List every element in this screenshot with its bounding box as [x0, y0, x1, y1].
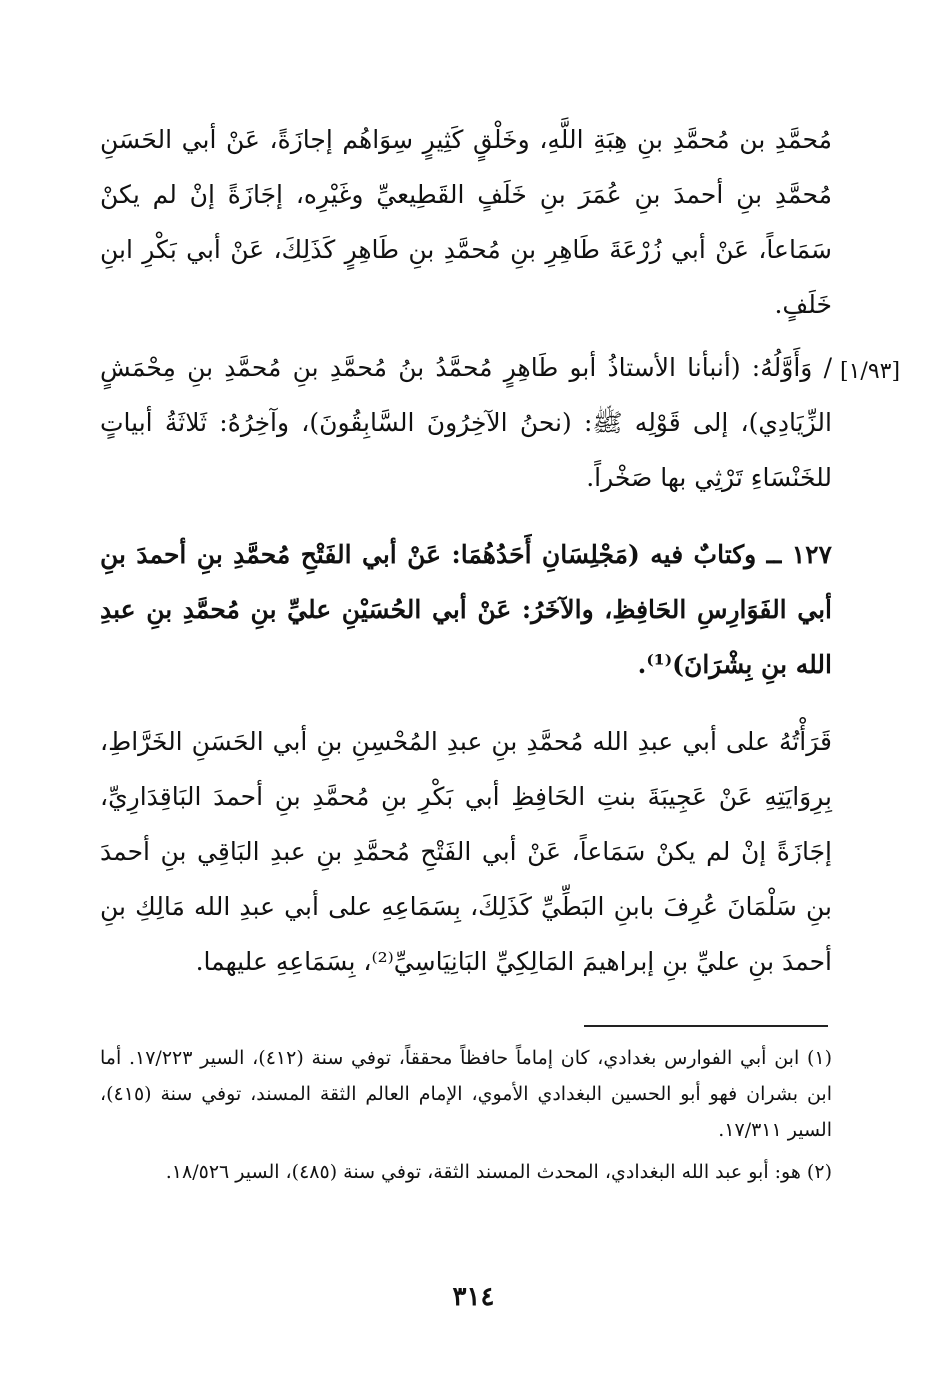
footnote-2: (٢) هو: أبو عبد الله البغدادي، المحدث المسند الثقة، توفي سنة (٤٨٥)، السير ١٨/٥٢٦. — [165, 1161, 832, 1183]
footnotes — [100, 1040, 832, 1196]
footnote-divider — [584, 1025, 828, 1027]
paragraph-2: / وَأَوَّلُهُ: (أنبأنا الأستاذُ أبو طَاهِرٍ مُحمَّدُ بنُ مُحمَّدِ بنِ مُحمَّدِ بنِ مِحْمَشٍ الزِّيَادِي)، إلى قَوْلِه ﷺ: (نحنُ الآخِرُونَ السَّابِقُونَ)، وآخِرُهُ: ثَلاثَةُ أبياتٍ للخَنْسَاءِ تَرْثِي بها صَخْراً. — [100, 353, 832, 492]
margin-marker: [١/٩٣] — [840, 359, 901, 384]
footnote-1: (١) ابن أبي الفوارس بغدادي، كان إماماً حافظاً محققاً، توفي سنة (٤١٢)، السير ١٧/٢٢٣. أما ابن بشران فهو أبو الحسين البغدادي الأموي، الإمام العالم الثقة المسند، توفي سنة (٤١٥)، السير ١٧/٣١١. — [100, 1047, 833, 1141]
main-text — [100, 112, 832, 989]
paragraph-4: قَرَأْتُهُ على أبي عبدِ الله مُحمَّدِ بنِ عبدِ المُحْسِنِ بنِ أبي الحَسَنِ الخَرَّاطِ، بِرِوَايَتِهِ عَنْ عَجِيبَةَ بنتِ الحَافِظِ أبي بَكْرِ بنِ مُحمَّدِ بنِ أحمدَ البَاقِدَارِيِّ، إجَازَةً إنْ لم يكنْ سَمَاعاً، عَنْ أبي الفَتْحِ مُحمَّدِ بنِ عبدِ البَاقِي بنِ أحمدَ بنِ سَلْمَانَ عُرِفَ بابنِ البَطِّيِّ كَذَلِكَ، بِسَمَاعِهِ على أبي عبدِ الله مَالِكِ بنِ أحمدَ بنِ عليِّ بنِ إبراهيمَ المَالِكِيِّ البَانِيَاسِيِّ⁽²⁾، بِسَمَاعِهِ عليهما. — [100, 727, 832, 976]
page-number: ٣١٤ — [452, 1282, 495, 1312]
paragraph-3-heading: ١٢٧ ــ وكتابٌ فيه (مَجْلِسَانِ أَحَدُهُمَا: عَنْ أبي الفَتْحِ مُحمَّدِ بنِ أحمدَ بنِ أبي الفَوَارِسِ الحَافِظِ، والآخَرُ: عَنْ أبي الحُسَيْنِ عليِّ بنِ مُحمَّدِ بنِ عبدِ الله بنِ بِشْرَانَ)⁽¹⁾. — [100, 540, 832, 679]
paragraph-1: مُحمَّدِ بن مُحمَّدِ بنِ هِبَةِ اللَّهِ، وخَلْقٍ كَثِيرٍ سِوَاهُم إجازَةً، عَنْ أبي الحَسَنِ مُحمَّدِ بنِ أحمدَ بنِ عُمَرَ بنِ خَلَفٍ القَطِيعيِّ وغَيْرِه، إجَازَةً إنْ لم يكنْ سَمَاعاً، عَنْ أبي زُرْعَةَ طَاهِرِ بنِ مُحمَّدِ بنِ طَاهِرٍ كَذَلِكَ، عَنْ أبي بَكْرِ ابنِ خَلَفٍ. — [100, 125, 832, 319]
